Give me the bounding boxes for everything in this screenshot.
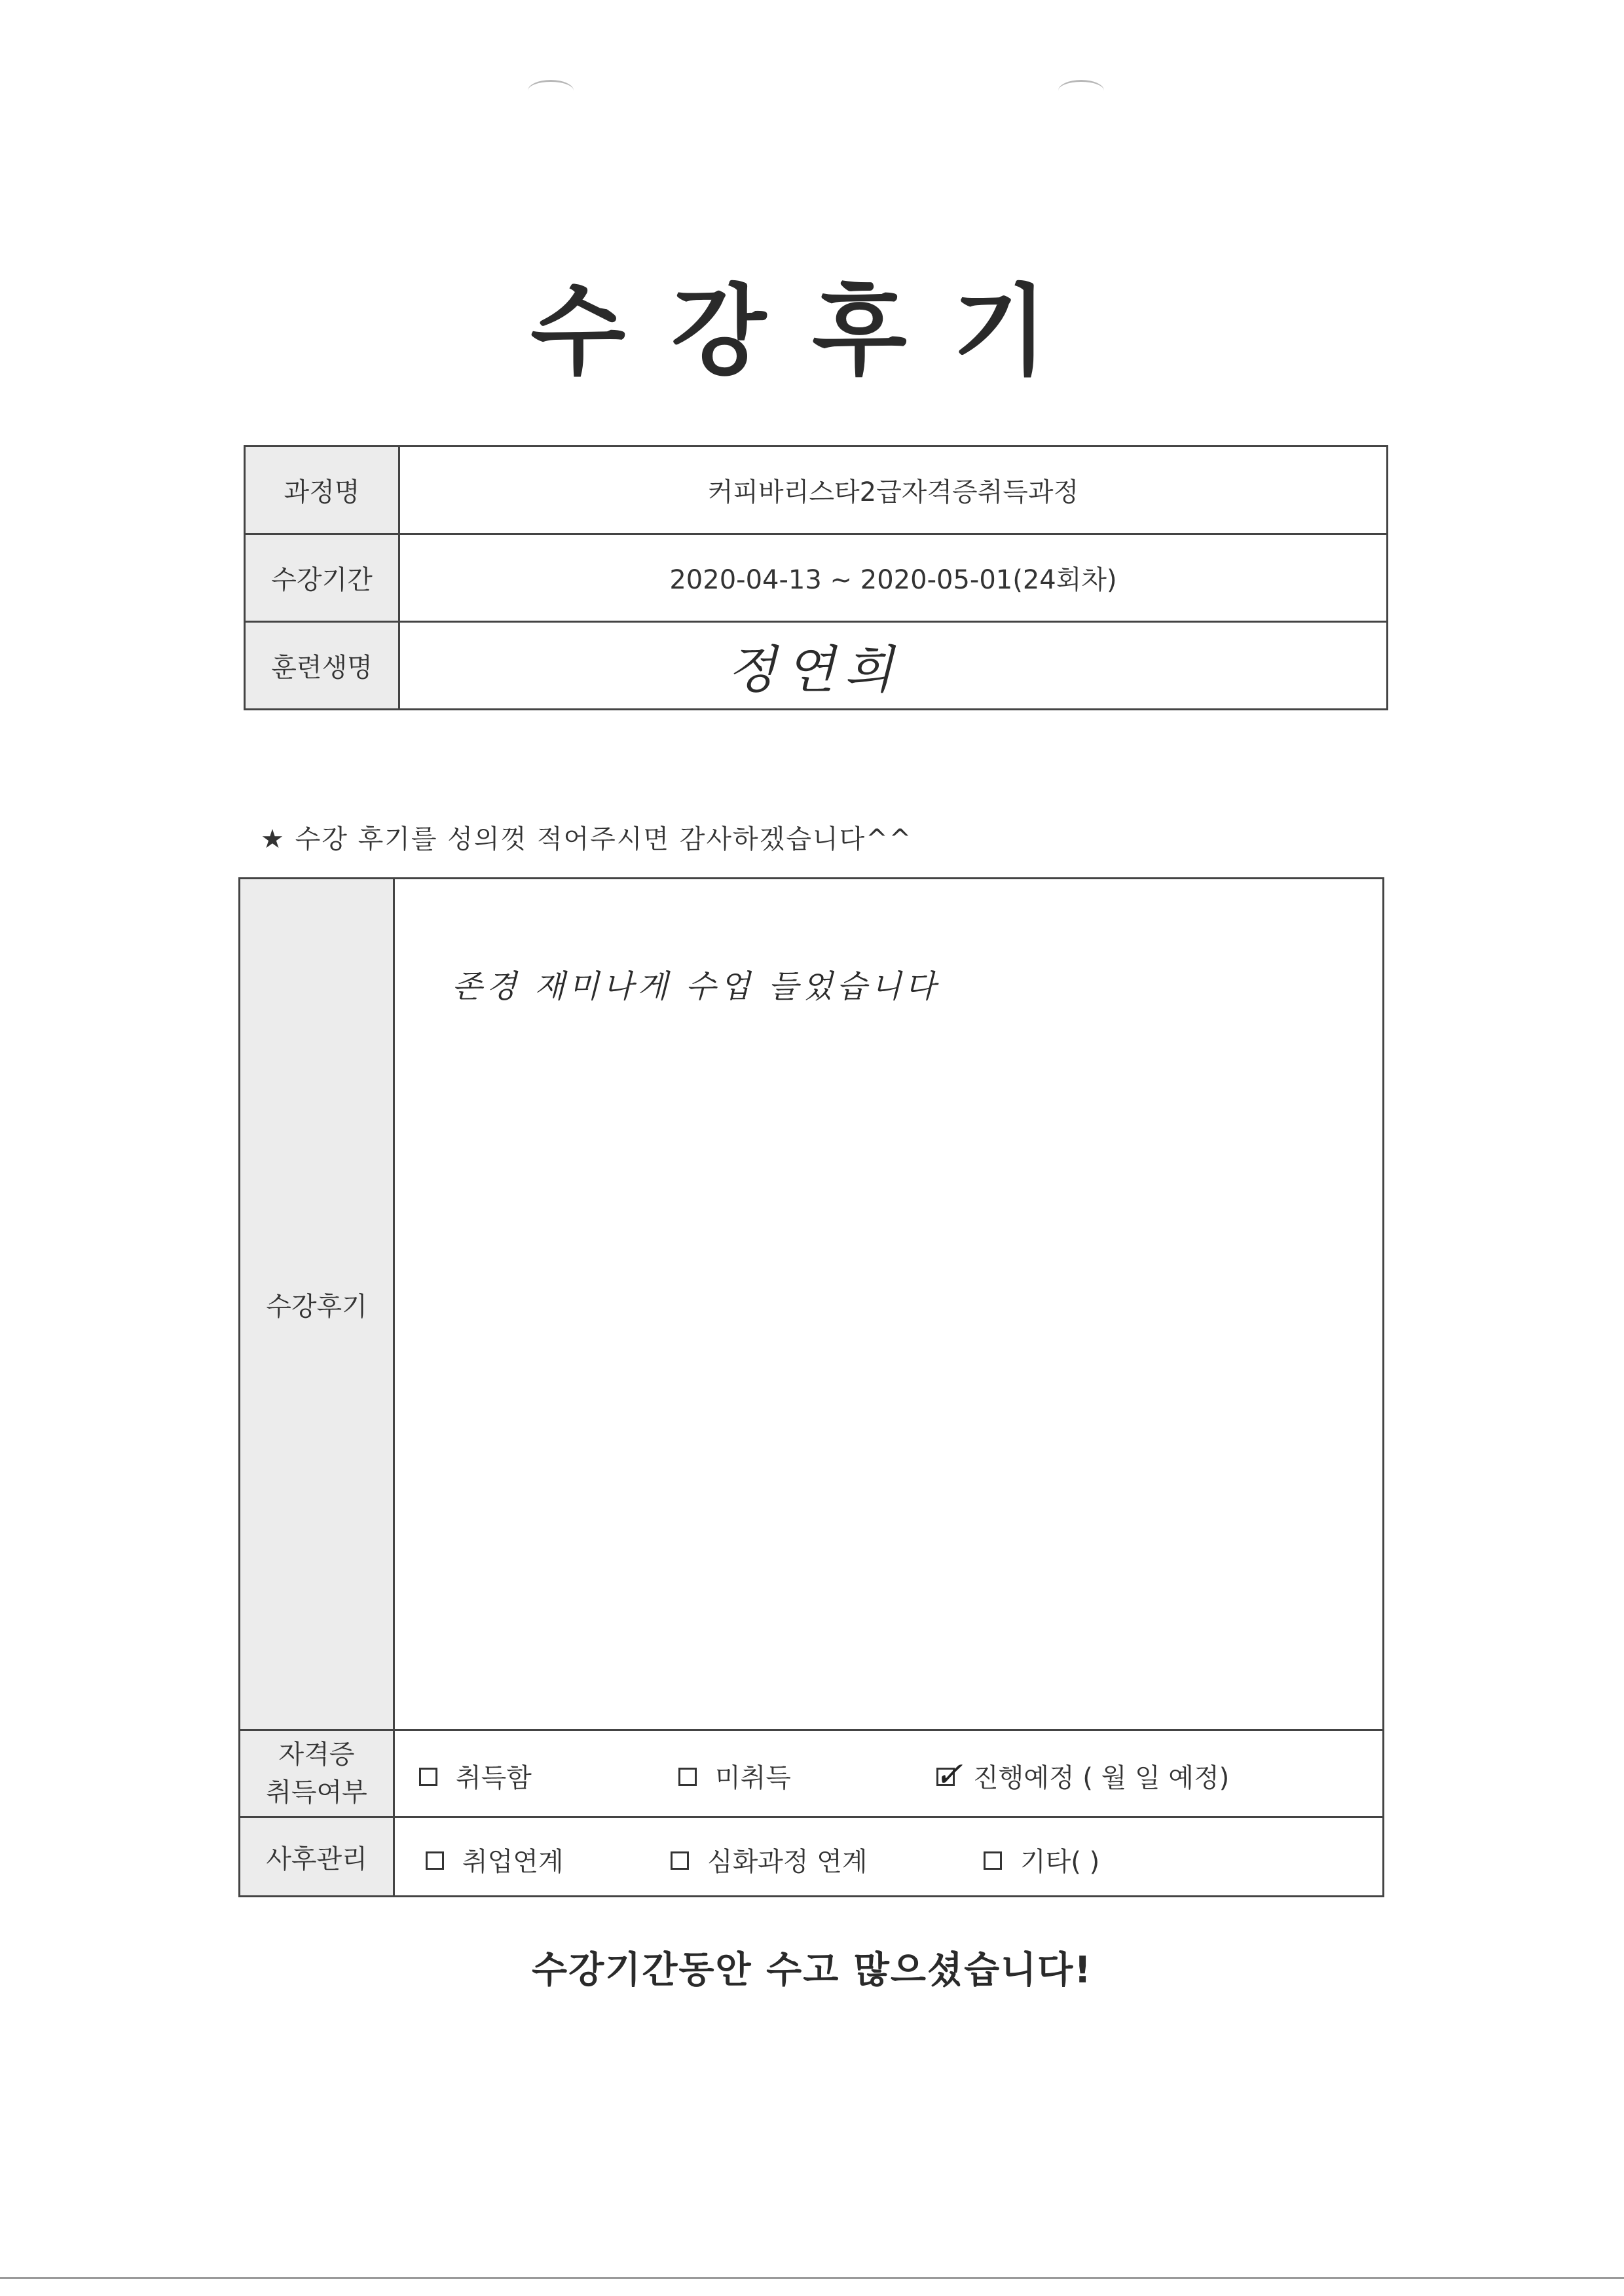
cert-label-line1: 자격증: [278, 1740, 355, 1770]
course-name-label: 과정명: [245, 446, 399, 534]
review-handwritten-text: 존경 재미나게 수업 들었습니다: [452, 968, 940, 1005]
period-value: 2020-04-13 ~ 2020-05-01(24회차): [399, 534, 1388, 622]
course-name-row: [245, 446, 1388, 534]
cert-label-line2: 취득여부: [266, 1777, 367, 1808]
followup-option-label: 심화과정 연계: [707, 1847, 868, 1877]
check-mark-icon: ✓: [934, 1755, 963, 1795]
course-name-value: 커피바리스타2급자격증취득과정: [399, 446, 1388, 534]
cert-option-acquired[interactable]: [419, 1757, 532, 1795]
followup-option-employment[interactable]: [426, 1841, 564, 1878]
trainee-name-handwritten: 정연희: [726, 640, 903, 700]
period-row: [245, 534, 1388, 622]
cert-option-label: 진행예정 ( 월 일 예정): [973, 1763, 1230, 1793]
checkbox-checked[interactable]: [934, 1755, 963, 1795]
checkbox-empty[interactable]: [984, 1851, 1002, 1870]
cert-option-not-acquired[interactable]: [678, 1757, 791, 1795]
document-title: 수강후기: [530, 275, 1094, 389]
checkbox-empty[interactable]: [426, 1851, 444, 1870]
cert-option-label: 미취득: [715, 1763, 791, 1793]
checkbox-empty[interactable]: [419, 1768, 437, 1786]
trainee-label: 훈련생명: [245, 622, 399, 710]
punch-hole-right: [1058, 80, 1104, 101]
cert-label: [240, 1730, 394, 1817]
followup-option-label: 취업연계: [462, 1847, 564, 1877]
cert-option-in-progress[interactable]: [936, 1757, 1229, 1795]
cert-options-cell: [394, 1730, 1384, 1817]
trainee-field: [399, 622, 1388, 710]
punch-hole-left: [528, 80, 574, 101]
checkbox-empty[interactable]: [671, 1851, 689, 1870]
checkbox-empty[interactable]: [678, 1768, 697, 1786]
closing-message: 수강기간동안 수고 많으셨습니다!: [532, 1949, 1092, 1992]
cert-option-label: 취득함: [456, 1763, 532, 1793]
scan-edge-line: [0, 2277, 1624, 2279]
review-label: 수강후기: [240, 879, 394, 1730]
period-label: 수강기간: [245, 534, 399, 622]
followup-option-other[interactable]: [984, 1841, 1099, 1878]
trainee-row: [245, 622, 1388, 710]
followup-option-advanced[interactable]: [671, 1841, 868, 1878]
followup-option-label: 기타( ): [1020, 1847, 1100, 1877]
notice-text: ★ 수강 후기를 성의껏 적어주시면 감사하겠습니다^^: [261, 824, 913, 854]
course-info-table: [244, 445, 1388, 710]
followup-label: 사후관리: [240, 1817, 394, 1897]
review-table: [238, 877, 1384, 1897]
